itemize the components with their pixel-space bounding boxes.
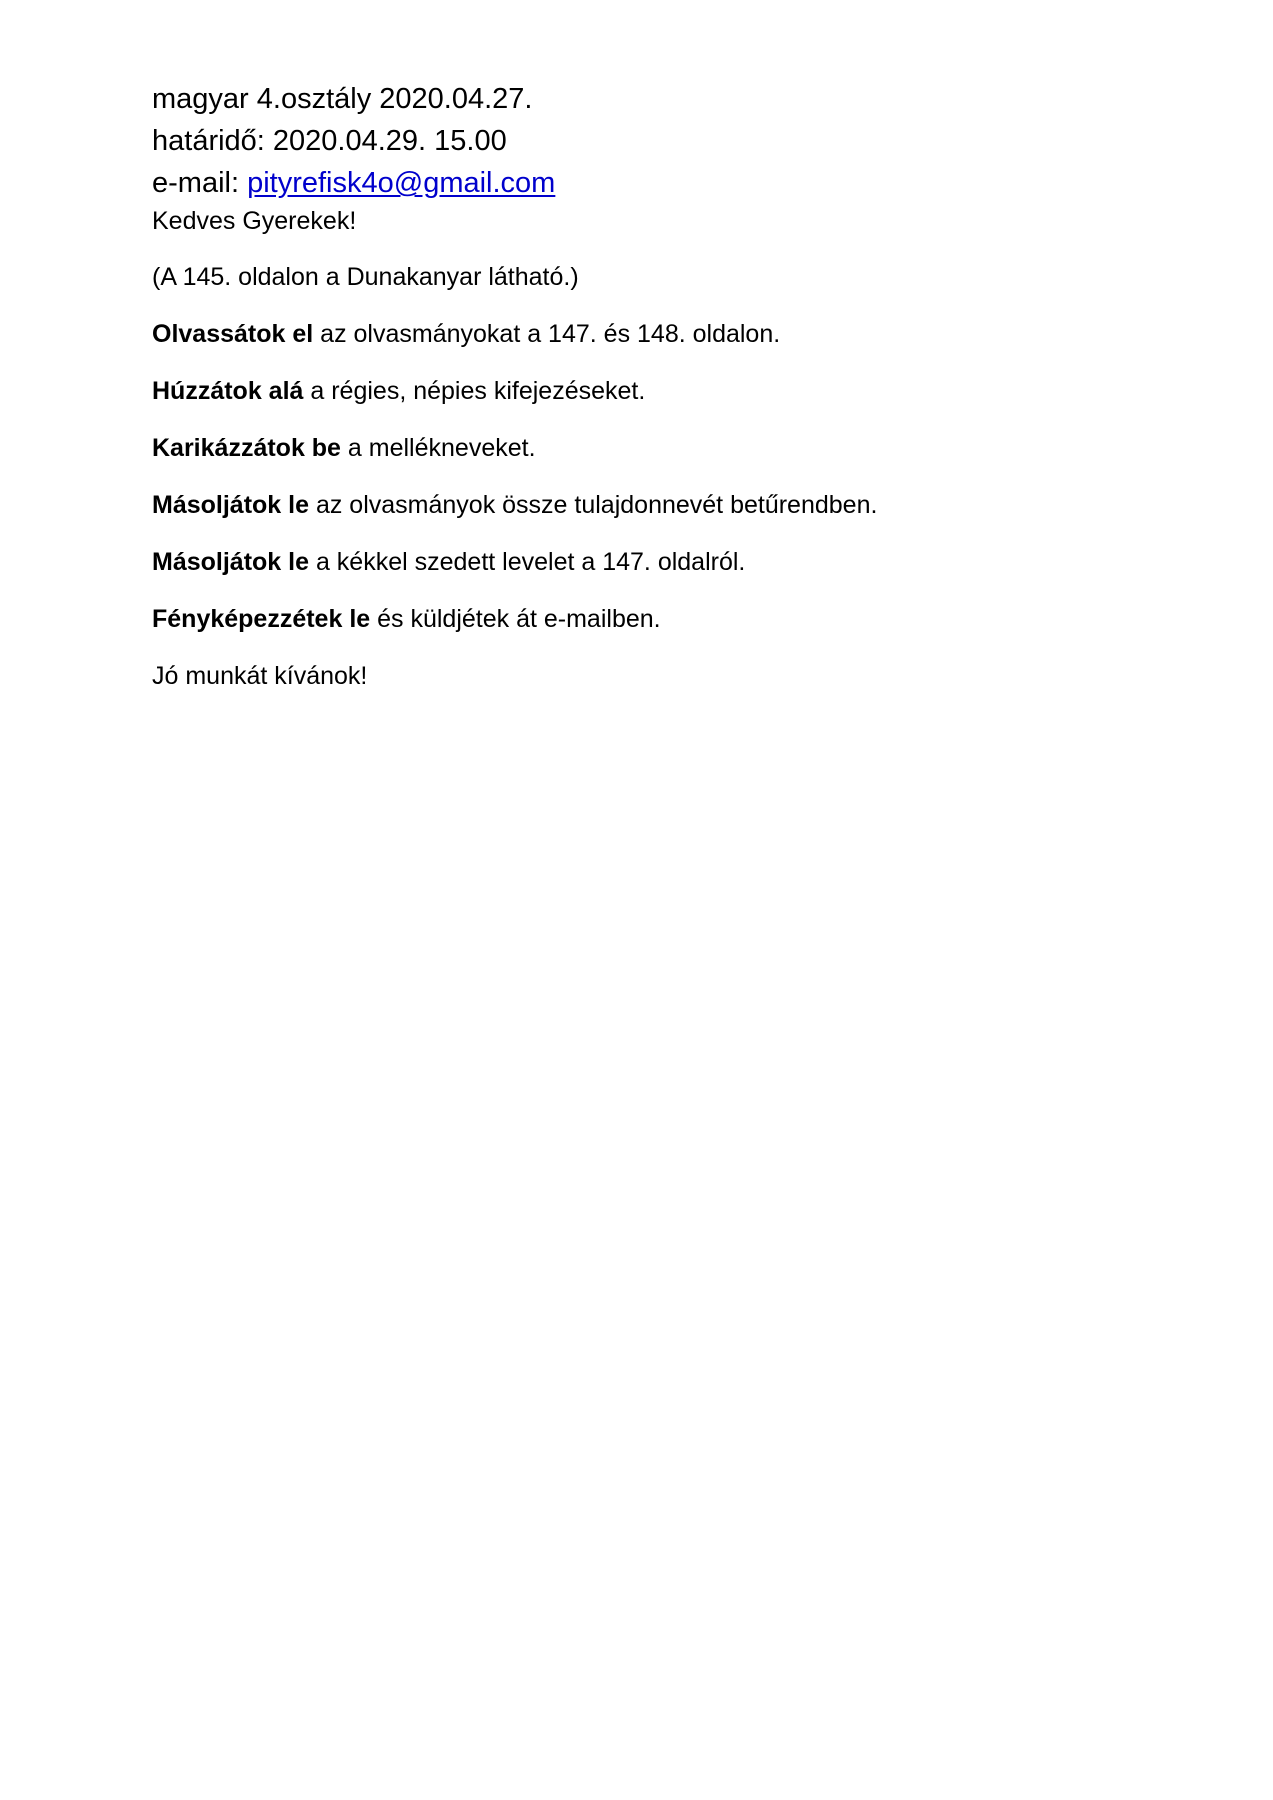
instruction-text: és küldjétek át e-mailben. <box>370 605 661 633</box>
greeting: Kedves Gyerekek! <box>152 207 357 235</box>
instruction-underline <box>152 374 1152 408</box>
instruction-photograph <box>152 602 1152 636</box>
note-line: (A 145. oldalon a Dunakanyar látható.) <box>152 263 579 291</box>
instruction-text: a mellékneveket. <box>340 434 536 462</box>
instruction-text: az olvasmányok össze tulajdonnevét betűrendben. <box>309 491 878 519</box>
instruction-verb: Másoljátok le <box>152 548 309 576</box>
instruction-text: az olvasmányokat a 147. és 148. oldalon. <box>313 320 781 348</box>
instruction-verb: Olvassátok el <box>152 320 314 348</box>
instruction-verb: Húzzátok alá <box>152 377 304 405</box>
subject-line: magyar 4.osztály 2020.04.27. <box>152 83 533 115</box>
instruction-copy-letter <box>152 545 1152 579</box>
instruction-verb: Fényképezzétek le <box>152 605 371 633</box>
closing-line: Jó munkát kívánok! <box>152 662 368 690</box>
instruction-verb: Másoljátok le <box>152 491 309 519</box>
instruction-verb: Karikázzátok be <box>152 434 341 462</box>
instruction-read <box>152 317 1152 351</box>
instruction-text: a régies, népies kifejezéseket. <box>303 377 646 405</box>
email-label: e-mail: <box>152 167 248 199</box>
instruction-text: a kékkel szedett levelet a 147. oldalról. <box>309 548 746 576</box>
instruction-copy-names <box>152 488 1152 522</box>
deadline-line: határidő: 2020.04.29. 15.00 <box>152 125 507 157</box>
document-page <box>152 78 1152 716</box>
instruction-circle <box>152 431 1152 465</box>
email-link[interactable]: pityrefisk4o@gmail.com <box>247 167 556 199</box>
email-line <box>152 162 1152 204</box>
